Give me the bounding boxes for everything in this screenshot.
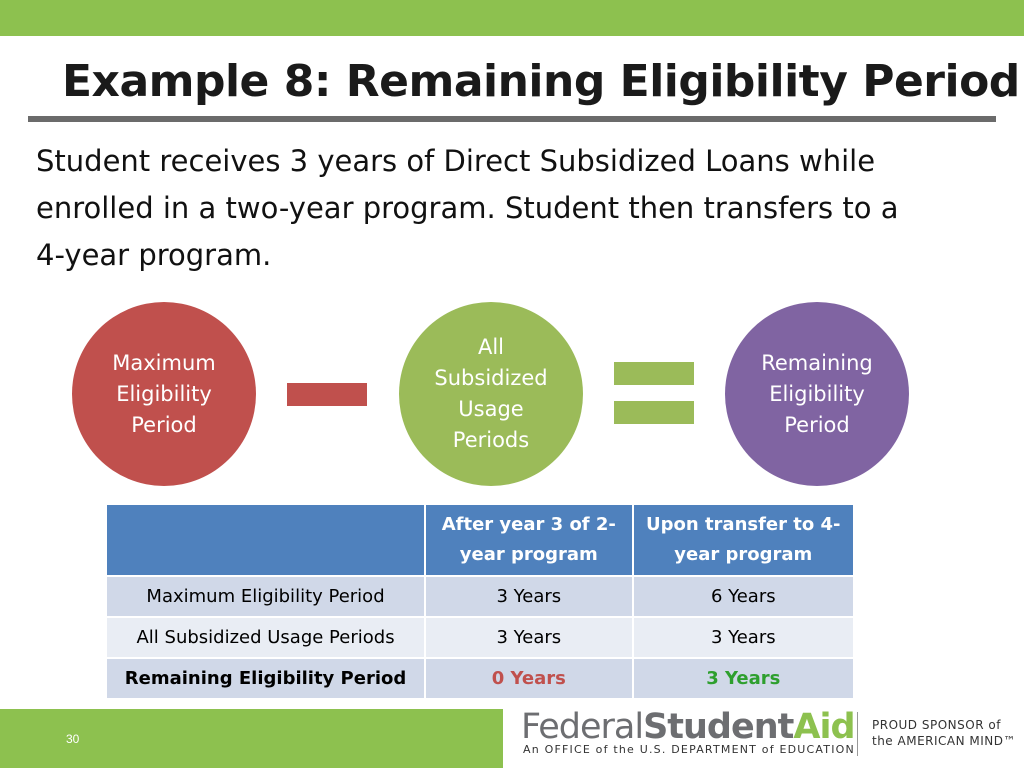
table-cell-remaining-after: 3 Years [633,658,854,699]
logo-divider [857,712,858,756]
top-accent-bar [0,0,1024,36]
logo-student: Student [643,707,794,747]
slide-title: Example 8: Remaining Eligibility Period [62,56,1020,107]
sponsor-tagline: PROUD SPONSOR of the AMERICAN MIND™ [872,718,1017,748]
table-cell: 3 Years [425,617,632,658]
table-row [106,576,854,617]
minus-sign-icon [287,383,367,406]
eligibility-table [105,503,855,700]
title-underline [28,116,996,122]
equals-sign-top-bar [614,362,694,385]
subsidized-usage-circle: All Subsidized Usage Periods [399,302,583,486]
table-row [106,658,854,699]
table-header-after-year-3: After year 3 of 2-year program [425,504,632,576]
table-cell: 3 Years [425,576,632,617]
table-row [106,617,854,658]
federal-student-aid-logo [521,707,855,763]
table-cell: 3 Years [633,617,854,658]
table-cell-remaining-before: 0 Years [425,658,632,699]
max-eligibility-circle: Maximum Eligibility Period [72,302,256,486]
page-number: 30 [66,732,80,746]
row-label: Remaining Eligibility Period [106,658,425,699]
remaining-eligibility-circle: Remaining Eligibility Period [725,302,909,486]
logo-wordmark [521,707,855,747]
equals-sign-bottom-bar [614,401,694,424]
logo-subtitle: An OFFICE of the U.S. DEPARTMENT of EDUCATION [523,743,855,756]
row-label: All Subsidized Usage Periods [106,617,425,658]
table-cell: 6 Years [633,576,854,617]
table-header-row [106,504,854,576]
row-label: Maximum Eligibility Period [106,576,425,617]
table-header-empty [106,504,425,576]
logo-aid: Aid [793,707,855,747]
logo-federal: Federal [521,707,644,747]
table-header-upon-transfer: Upon transfer to 4-year program [633,504,854,576]
intro-text: Student receives 3 years of Direct Subsidized Loans while enrolled in a two-year program. Student then transfers to a 4-year program. [36,144,899,272]
